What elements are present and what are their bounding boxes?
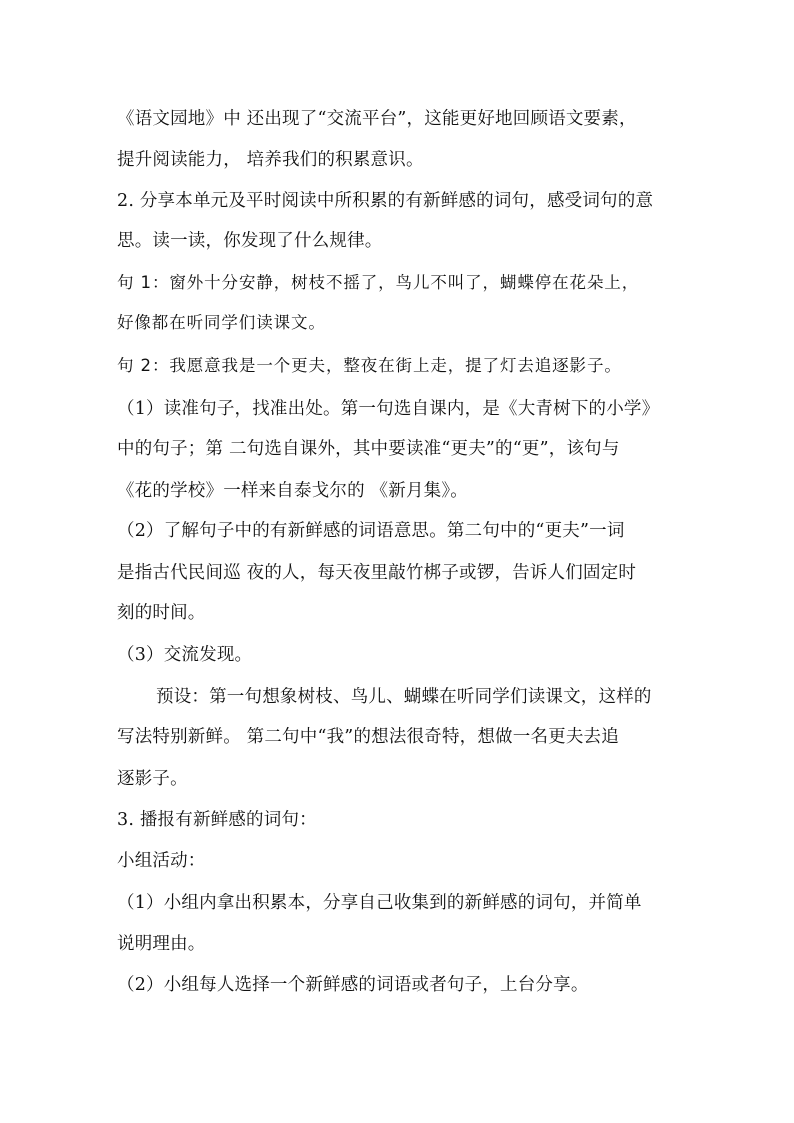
text-line: （1）小组内拿出积累本，分享自己收集到的新鲜感的词句，并简单 bbox=[117, 893, 642, 913]
example-sentence-1: 句 1：窗外十分安静，树枝不摇了，鸟儿不叫了，蝴蝶停在花朵上， bbox=[117, 273, 640, 292]
text-line: 逐影子。 bbox=[117, 769, 188, 789]
text-line: 中的句子；第 二句选自课外，其中要读准“更夫”的“更”，该句与 bbox=[117, 439, 620, 459]
text-line: 2. 分享本单元及平时阅读中所积累的有新鲜感的词句，感受词句的意 bbox=[117, 191, 654, 211]
example-sentence-1-continued: 好像都在听同学们读课文。 bbox=[117, 313, 326, 332]
text-line: 《语文园地》中 还出现了“交流平台”，这能更好地回顾语文要素， bbox=[117, 109, 637, 129]
text-line: 刻的时间。 bbox=[117, 603, 206, 623]
text-line: 说明理由。 bbox=[117, 934, 206, 954]
example-sentence-2: 句 2：我愿意我是一个更夫，整夜在街上走，提了灯去追逐影子。 bbox=[117, 356, 622, 375]
text-line: 预设：第一句想象树枝、鸟儿、蝴蝶在听同学们读课文，这样的 bbox=[156, 687, 652, 707]
text-line: 《花的学校》一样来自泰戈尔的 《新月集》。 bbox=[117, 481, 469, 501]
text-line: 3. 播报有新鲜感的词句： bbox=[117, 810, 317, 830]
text-line: 写法特别新鲜。 第二句中“我”的想法很奇特，想做一名更夫去追 bbox=[117, 727, 619, 747]
text-line: （2）了解句子中的有新鲜感的词语意思。第二句中的“更夫”一词 bbox=[117, 521, 625, 541]
text-line: 思。读一读，你发现了什么规律。 bbox=[117, 231, 383, 251]
text-line: 小组活动： bbox=[117, 851, 206, 871]
text-line: （2）小组每人选择一个新鲜感的词语或者句子，上台分享。 bbox=[117, 975, 589, 995]
text-line: （1）读准句子，找准出处。第一句选自课内，是《大青树下的小学》 bbox=[117, 399, 660, 419]
text-line: （3）交流发现。 bbox=[117, 645, 253, 665]
text-line: 是指古代民间巡 夜的人，每天夜里敲竹梆子或锣，告诉人们固定时 bbox=[117, 563, 637, 583]
text-line: 提升阅读能力， 培养我们的积累意识。 bbox=[117, 150, 424, 170]
